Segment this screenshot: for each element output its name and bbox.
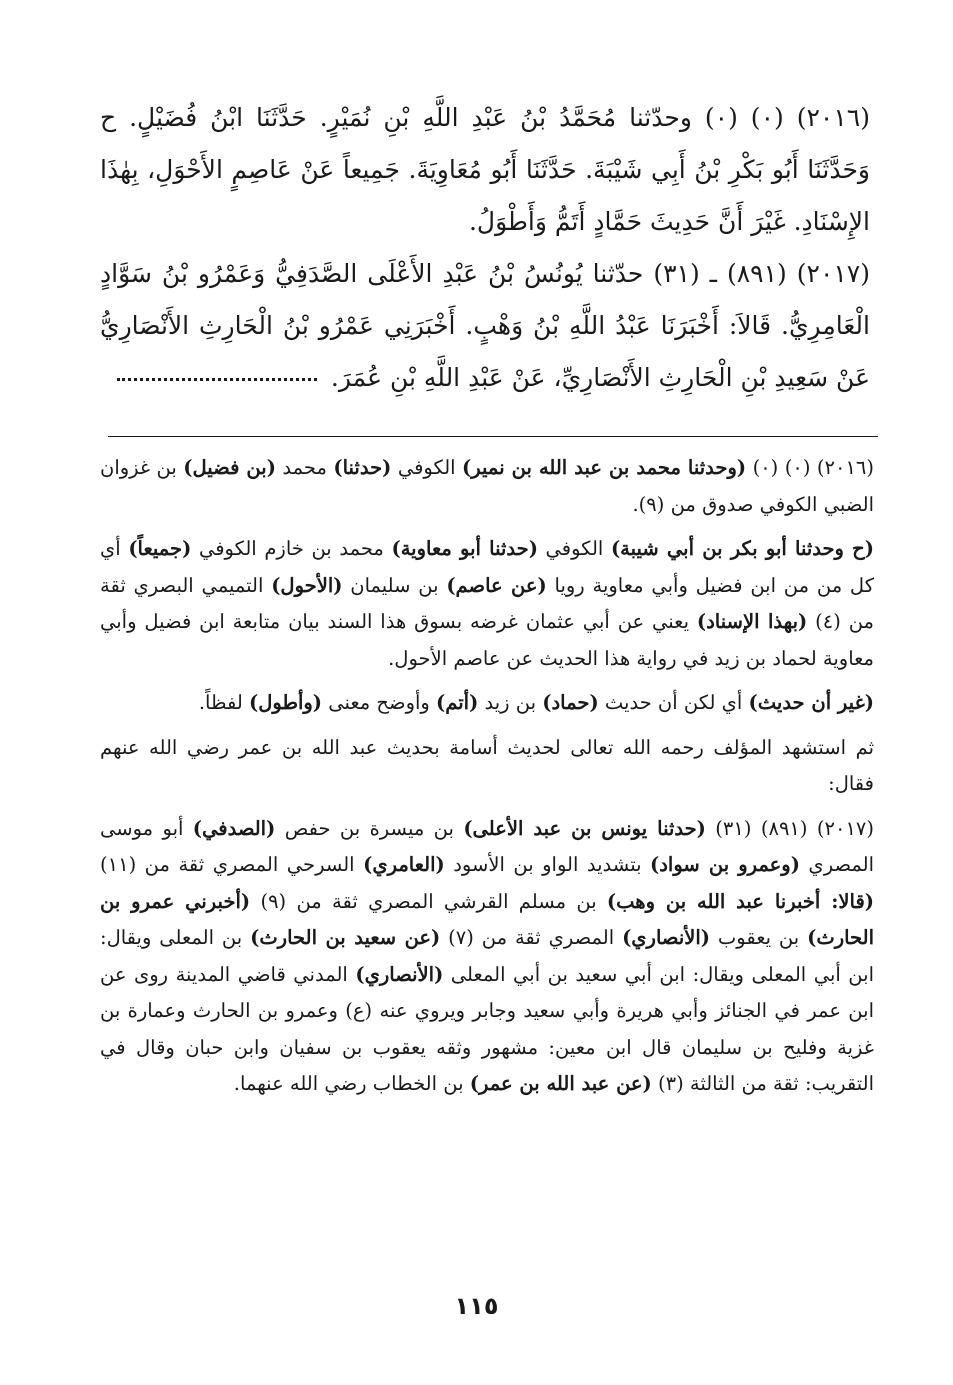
bold-text: (الأحول) (271, 573, 343, 597)
continuation-dots (117, 378, 317, 381)
text: (٢٠١٦) (٠) (٠) (746, 456, 875, 479)
text: أي لكن أن حديث (598, 691, 749, 714)
bold-text: (حدثنا أبو معاوية) (391, 537, 538, 560)
text: بتشديد الواو بن الأسود (444, 853, 651, 876)
text: لفظاً. (198, 691, 249, 714)
bold-text: (حدثنا) (333, 456, 392, 479)
text: أبو موسى المصري (100, 816, 875, 876)
commentary-section (100, 450, 874, 1103)
bold-text: (وأطول) (248, 691, 323, 714)
text: يعني عن أبي عثمان غرضه بسوق هذا السند بيان متابعة ابن فضيل وأبي معاوية لحماد بن زيد في رواية هذا الحديث عن عاصم الأحول. (100, 610, 874, 670)
bold-text: (بن فضيل) (183, 456, 276, 479)
text: وأوضح معنى (322, 691, 437, 714)
text: محمد بن خازم الكوفي (191, 537, 392, 560)
text: الكوفي (537, 537, 611, 560)
text: بن ميسرة بن حفص (275, 816, 464, 840)
hadith-2016-text (100, 92, 870, 248)
text: التميمي البصري ثقة من (٤) (100, 573, 874, 633)
text: بن سليمان (342, 573, 447, 597)
bold-text: (وعمرو بن سواد) (650, 853, 800, 876)
text: بن غزوان الضبي الكوفي صدوق من (٩). (100, 456, 874, 516)
text: (٢٠١٧) (٨٩١) (٣١) (705, 816, 875, 840)
bold-text: (جميعاً) (128, 537, 192, 560)
commentary-paragraph-chain (100, 531, 874, 677)
separator-rule (108, 436, 878, 437)
bold-text: (العامري) (363, 853, 445, 876)
bold-text: (وحدثنا محمد بن عبد الله بن نمير) (462, 456, 747, 479)
text: بن زيد (478, 691, 543, 714)
page-number: ١١٥ (454, 1292, 499, 1320)
bold-text: (حدثنا يونس بن عبد الأعلى) (463, 816, 706, 840)
bold-text: (عن عاصم) (446, 573, 547, 597)
text: بن الخطاب رضي الله عنهما. (233, 1072, 470, 1095)
bold-text: (حماد) (542, 691, 599, 714)
bold-text: (قالا: أخبرنا عبد الله بن وهب) (606, 889, 874, 913)
hadith-2017-text (100, 248, 870, 404)
bold-text: (ح وحدثنا أبو بكر بن أبي شيبة) (610, 537, 874, 560)
hadith-2017-body: (٢٠١٧) (٨٩١) ـ (٣١) حدّثنا يُونُسُ بْنُ عَبْدِ الأَعْلَى الصَّدَفِيُّ وَعَمْرُو بْنُ سَوَّادٍ الْعَامِرِيُّ. قَالاَ: أَخْبَرَنَا عَبْدُ اللَّهِ بْنُ وَهْبٍ. أَخْبَرَنِي عَمْرُو بْنُ الْحَارِثِ الأَنْصَارِيُّ عَنْ سَعِيدِ بْنِ الْحَارِثِ الأَنْصَارِيِّ، عَنْ عَبْدِ اللَّهِ بْنِ عُمَرَ. (100, 259, 870, 392)
text: بن مسلم القرشي المصري ثقة من (٩) (250, 889, 607, 913)
text: بن المعلى ويقال: ابن أبي المعلى ويقال: ابن أبي سعيد بن أبي المعلى (100, 926, 874, 986)
text: بن يعقوب (710, 926, 808, 949)
bold-text: (أخبرني عمرو بن الحارث) (100, 889, 874, 949)
bold-text: (الأنصاري) (355, 962, 444, 986)
commentary-paragraph-2016 (100, 450, 874, 523)
text: ثم استشهد المؤلف رحمه الله تعالى لحديث أسامة بحديث عبد الله بن عمر رضي الله عنهم فقال: (100, 735, 874, 795)
text: المصري ثقة من (٧) (440, 926, 623, 949)
bold-text: (الأنصاري) (622, 926, 711, 949)
text: محمد (275, 456, 334, 479)
bold-text: (الصدفي) (192, 816, 276, 840)
bold-text: (غير أن حديث) (748, 691, 874, 714)
text: أي كل من من ابن فضيل وأبي معاوية رويا (100, 537, 874, 597)
commentary-paragraph-2017 (100, 811, 874, 1103)
commentary-paragraph-transition (100, 730, 874, 803)
bold-text: (أتم) (436, 691, 479, 714)
text: السرحي المصري ثقة من (١١) (100, 853, 364, 876)
bold-text: (عن سعيد بن الحارث) (250, 926, 441, 949)
bold-text: (بهذا الإسناد) (696, 610, 808, 633)
bold-text: (عن عبد الله بن عمر) (469, 1072, 652, 1095)
text: المدني قاضي المدينة روى عن ابن عمر في الجنائز وأبي هريرة وأبي سعيد وجابر ويروي عنه (ع) وعمرو بن الحارث وعمارة بن غزية وفليح بن سليمان قال ابن معين: مشهور وثقه يعقوب بن سفيان وابن حبان وقال في التقريب: ثقة من الثالثة (٣) (100, 962, 874, 1095)
hadith-2016-body: (٢٠١٦) (٠) (٠) وحدّثنا مُحَمَّدُ بْنُ عَبْدِ اللَّهِ بْنِ نُمَيْرٍ. حَدَّثَنَا ابْنُ فُضَيْلٍ. ح وَحَدَّثَنَا أَبُو بَكْرِ بْنُ أَبِي شَيْبَةَ. حَدَّثَنَا أَبُو مُعَاوِيَةَ. جَمِيعاً عَنْ عَاصِمٍ الأَحْوَلِ، بِهٰذَا الإِسْنَادِ. غَيْرَ أَنَّ حَدِيثَ حَمَّادٍ أَتَمُّ وَأَطْوَلُ. (100, 103, 870, 236)
commentary-paragraph-difference (100, 685, 874, 722)
text: الكوفي (391, 456, 463, 479)
